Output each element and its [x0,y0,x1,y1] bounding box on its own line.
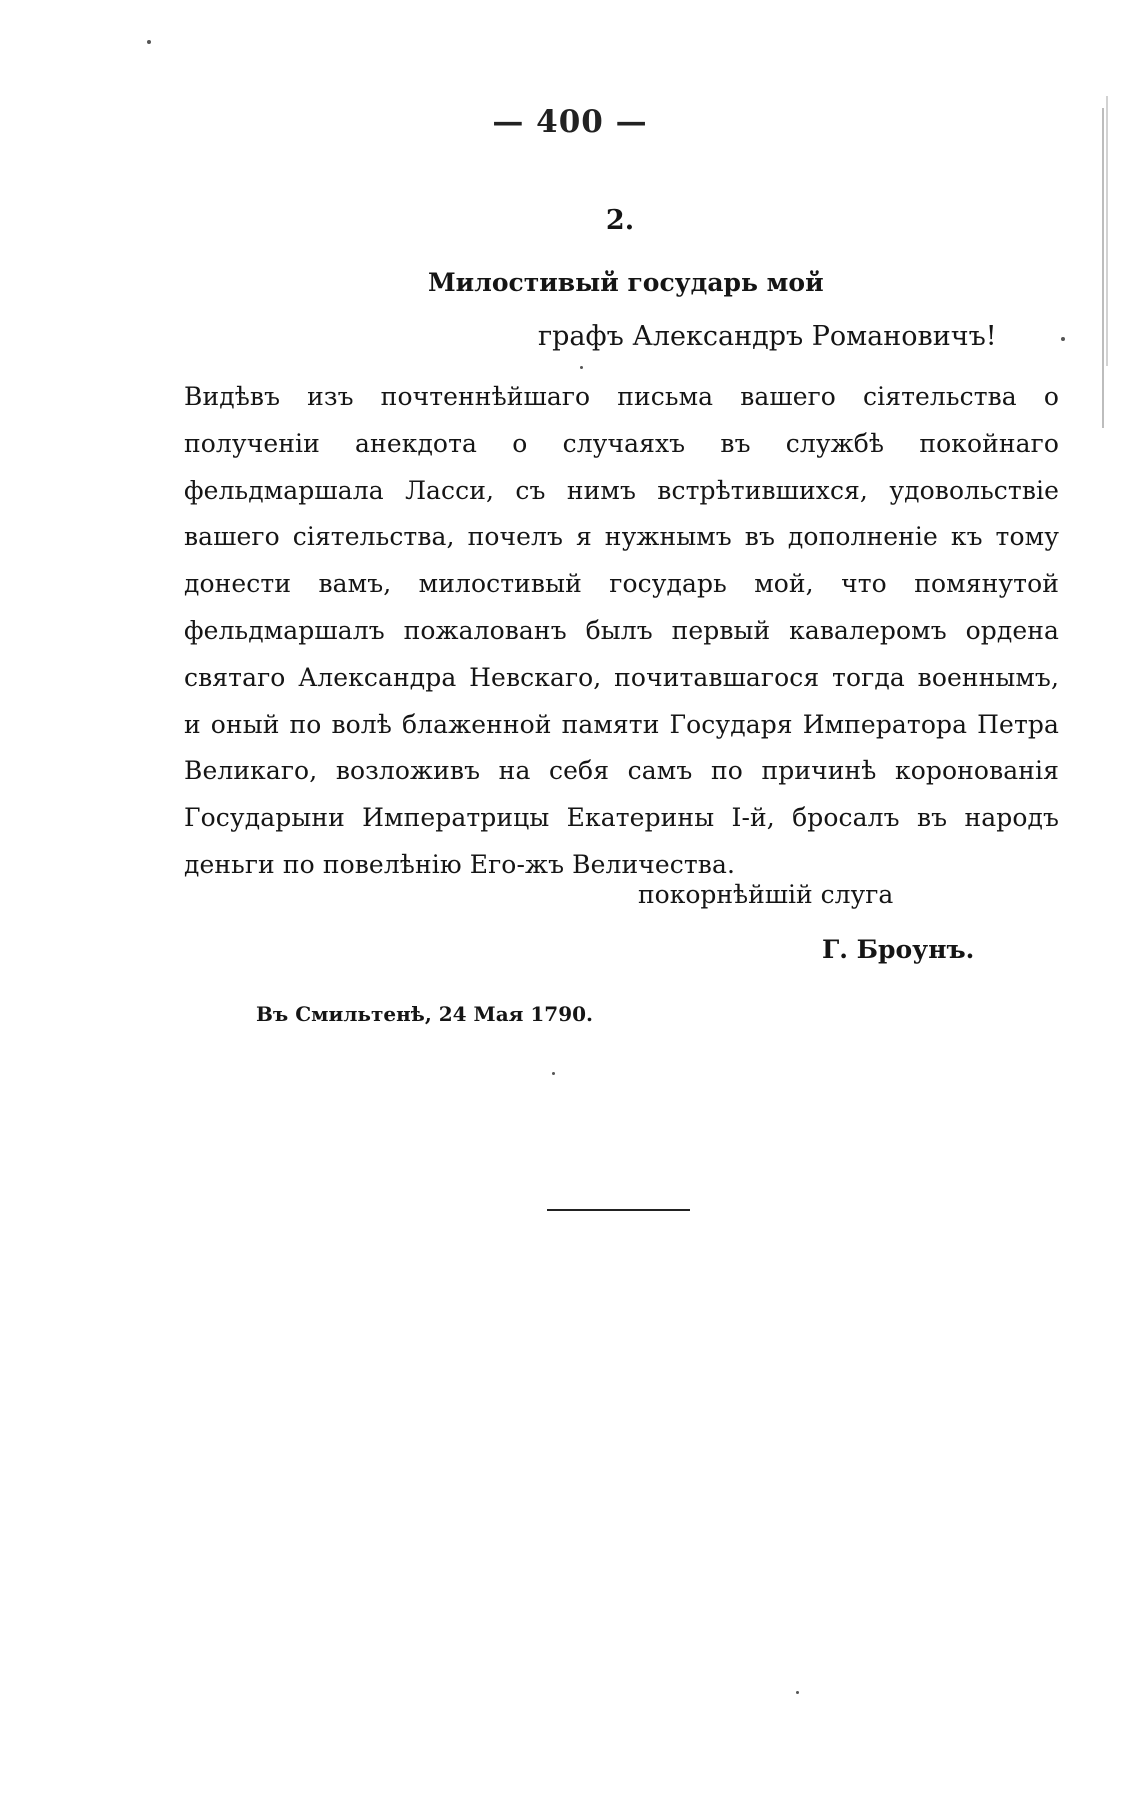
section-divider [547,1209,690,1211]
print-speck [147,40,151,44]
signature: Г. Броунъ. [822,935,975,964]
salutation-line-2: графъ Александръ Романовичъ! [538,321,997,352]
page-number: — 400 — [492,104,648,140]
section-number: 2. [605,205,635,236]
page-edge-shadow [1102,108,1104,428]
print-speck [552,1072,555,1075]
dateline: Въ Смильтенѣ, 24 Мая 1790. [256,1002,594,1026]
print-speck [796,1691,799,1694]
print-speck [1061,337,1065,341]
salutation-line-1: Милостивый государь мой [428,268,824,297]
closing-phrase: покорнѣйшій слуга [638,880,894,909]
print-speck [580,366,583,369]
letter-body: Видѣвъ изъ почтеннѣйшаго письма вашего сіятельства о полученіи анекдота о случаяхъ въ службѣ покойнаго фельдмаршала Ласси, съ нимъ встрѣтившихся, удовольствіе вашего сіятельства, почелъ я нужнымъ въ дополненіе къ тому донести вамъ, милостивый государь мой, что помянутой фельдмаршалъ пожалованъ былъ первый кавалеромъ ордена святаго Александра Невскаго, почитавшагося тогда военнымъ, и оный по волѣ блаженной памяти Государя Императора Петра Великаго, возложивъ на себя самъ по причинѣ коронованія Государыни Императрицы Екатерины I-й, бросалъ въ народъ деньги по повелѣнію Его-жъ Величества. [184,382,1059,879]
